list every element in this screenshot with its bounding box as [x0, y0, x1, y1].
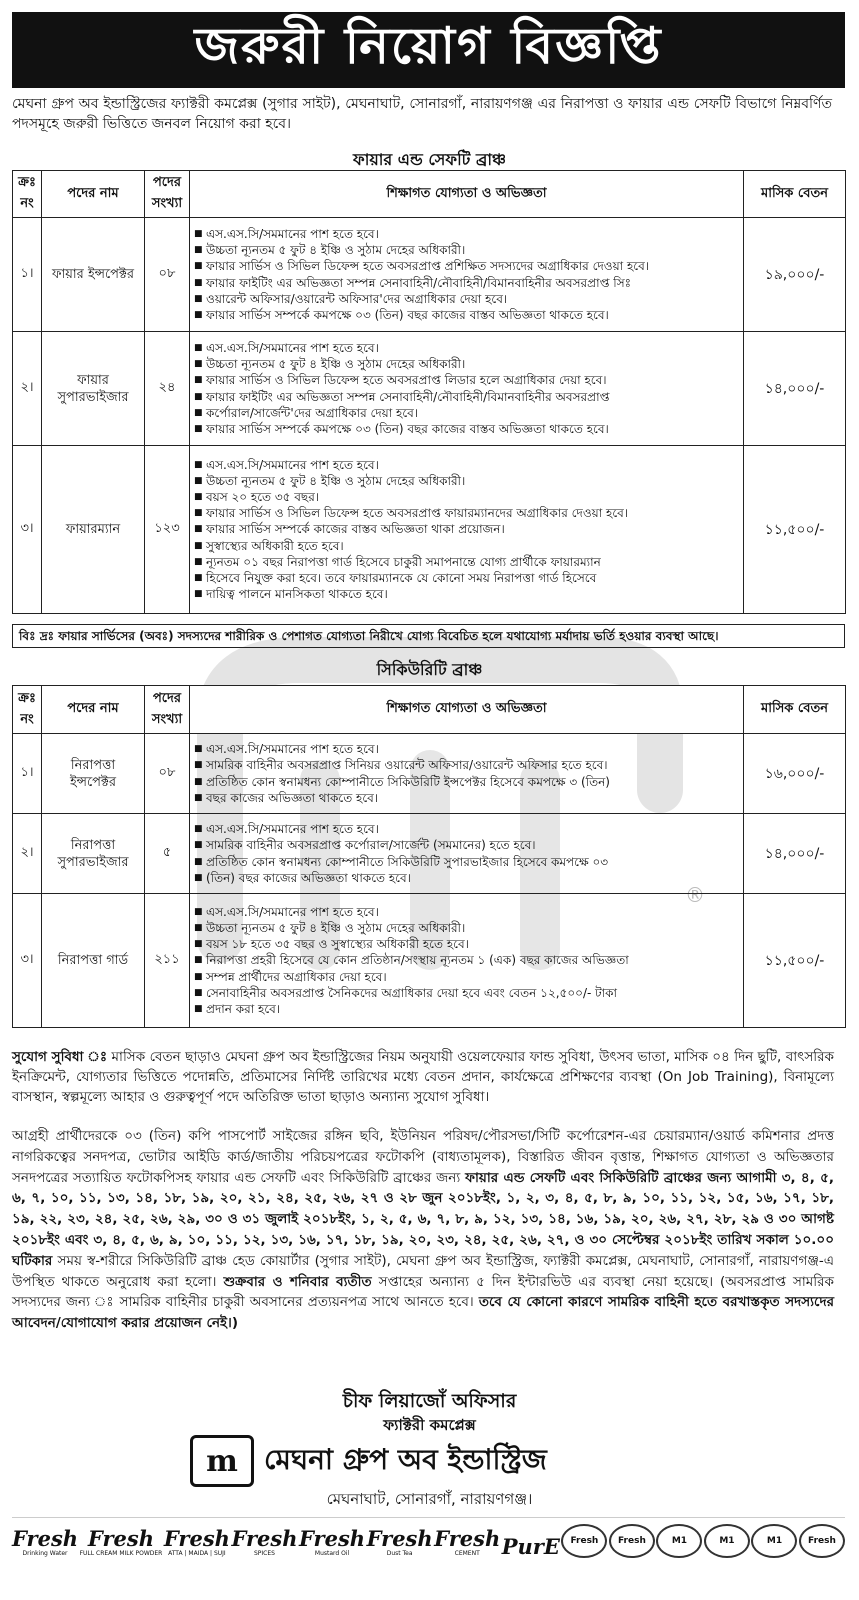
post-cell: ফায়ার ইন্সপেক্টর — [42, 218, 145, 332]
col-serial: ক্রঃ নং — [13, 686, 42, 734]
salary-cell: ১৬,০০০/- — [744, 734, 846, 814]
list-item: ■ এস.এস.সি/সমমানের পাশ হতে হবে। — [194, 457, 739, 473]
officer-title: চীফ লিয়াজোঁ অফিসার — [342, 1390, 517, 1412]
salary-cell: ১৪,০০০/- — [744, 332, 846, 446]
security-branch-title: সিকিউরিটি ব্রাঞ্চ — [376, 660, 483, 679]
list-item: ■ সেনাবাহিনীর অবসরপ্রাপ্ত সৈনিকদের অগ্রাধিকার দেয়া হবে এবং বেতন ১২,৫০০/- টাকা — [194, 985, 739, 1001]
page-title: জরুরী নিয়োগ বিজ্ঞপ্তি — [194, 15, 663, 75]
salary-cell: ১১,৫০০/- — [744, 894, 846, 1028]
list-item: ■ ফায়ার সার্ভিস ও সিভিল ডিফেন্স হতে অবসরপ্রাপ্ত লিডার হলে অগ্রাধিকার দেয়া হবে। — [194, 372, 739, 388]
requirements-cell — [190, 446, 744, 614]
list-item: ■ হিসেবে নিযুক্ত করা হবে। তবে ফায়ারম্যানকে যে কোনো সময় নিরাপত্তা গার্ড হিসেবে — [194, 570, 739, 586]
serial-cell: ২। — [13, 814, 42, 894]
col-count: পদের সংখ্যা — [145, 171, 190, 218]
list-item: ■ ফায়ার ফাইটিং এর অভিজ্ঞতা সম্পন্ন সেনাবাহিনী/নৌবাহিনী/বিমানবাহিনীর অবসরপ্রাপ্ত সিঃ — [194, 275, 739, 291]
list-item: ■ সামরিক বাহিনীর অবসরপ্রাপ্ত কর্পোরাল/সার্জেন্ট (সমমানের) হতে হবে। — [194, 837, 739, 853]
post-cell: নিরাপত্তা গার্ড — [42, 894, 145, 1028]
brand-badge-icon: M1 — [704, 1524, 750, 1558]
brand-logo-strip — [12, 1517, 845, 1558]
fire-branch-table — [12, 170, 846, 614]
table-row — [13, 218, 846, 332]
company-address: মেঘনাঘাট, সোনারগাঁ, নারায়ণগঞ্জ। — [326, 1490, 533, 1508]
brand-name: Fresh — [12, 1526, 79, 1551]
list-item: ■ প্রদান করা হবে। — [194, 1001, 739, 1017]
table-header-row — [13, 171, 846, 218]
benefits-paragraph — [12, 1047, 834, 1107]
serial-cell: ৩। — [13, 894, 42, 1028]
serial-cell: ১। — [13, 734, 42, 814]
list-item: ■ উচ্চতা ন্যূনতম ৫ ফুট ৪ ইঞ্চি ও সুঠাম দেহের অধিকারী। — [194, 356, 739, 372]
brand-sub: Dust Tea — [386, 1550, 413, 1557]
benefits-text: মাসিক বেতন ছাড়াও মেঘনা গ্রুপ অব ইন্ডাস্ট্রিজের নিয়ম অনুযায়ী ওয়েলফেয়ার ফান্ড সুবিধা, উৎসব ভাতা, মাসিক ০৪ দিন ছুটি, বাৎসরিক ইনক্রিমেন্ট, যোগ্যতার ভিত্তিতে পদোন্নতি, প্রতিমাসের নির্দিষ্ট তারিখের মধ্যে বেতন প্রদান, কার্যক্ষেত্রে প্রশিক্ষণের ব্যবস্থা (On Job Training), বিনামূল্যে বাসস্থান, স্বল্পমূল্যে আহার ও গুরুত্বপূর্ণ পদে অতিরিক্ত ভাতা ছাড়াও অন্যান্য সুযোগ সুবিধা। — [12, 1049, 834, 1105]
list-item: ■ সম্পন্ন প্রার্থীদের অগ্রাধিকার দেয়া হবে। — [194, 969, 739, 985]
brand-badge-icon: M1 — [751, 1524, 797, 1558]
list-item: ■ দায়িত্ব পালনে মানসিকতা থাকতে হবে। — [194, 586, 739, 602]
list-item: ■ ফায়ার ফাইটিং এর অভিজ্ঞতা সম্পন্ন সেনাবাহিনী/নৌবাহিনী/বিমানবাহিনীর অবসরপ্রাপ্ত — [194, 389, 739, 405]
requirements-cell — [190, 814, 744, 894]
col-post: পদের নাম — [42, 686, 145, 734]
list-item: ■ এস.এস.সি/সমমানের পাশ হতে হবে। — [194, 226, 739, 242]
meghna-logo-icon: m — [190, 1435, 254, 1487]
list-item: ■ প্রতিষ্ঠিত কোন স্বনামধন্য কোম্পানীতে সিকিউরিটি সুপারভাইজার হিসেবে কমপক্ষে ০৩ — [194, 854, 739, 870]
col-requirements: শিক্ষাগত যোগ্যতা ও অভিজ্ঞতা — [190, 686, 744, 734]
brand-logo — [164, 1528, 230, 1558]
application-paragraph — [12, 1126, 834, 1334]
count-cell: ২১১ — [145, 894, 190, 1028]
application-text-1: আগ্রহী প্রার্থীদেরকে ০৩ (তিন) কপি পাসপোর্ট সাইজের রঙ্গিন ছবি, ইউনিয়ন পরিষদ/পৌরসভা/সিটি কর্পোরেশন-এর চেয়ারম্যান/ওয়ার্ড কমিশনার প্রদত্ত নাগরিকত্বের সনদপত্র, ভোটার আইডি কার্ড/জাতীয় পরিচয়পত্রের ফটোকপি (বাধ্যতামূলক), বিস্তারিত জীবন বৃত্তান্ত, শিক্ষাগত যোগ্যতা ও অভিজ্ঞতার সনদপত্রের সত্যায়িত ফটোকপিসহ ফায়ার এন্ড সেফটি এবং সিকিউরিটি ব্রাঞ্চের জন্য — [12, 1128, 834, 1186]
salary-cell: ১১,৫০০/- — [744, 446, 846, 614]
brand-sub: SPICES — [253, 1550, 275, 1557]
list-item: ■ বয়স ২০ হতে ৩৫ বছর। — [194, 489, 739, 505]
count-cell: ০৮ — [145, 734, 190, 814]
list-item: ■ এস.এস.সি/সমমানের পাশ হতে হবে। — [194, 904, 739, 920]
brand-logo — [299, 1528, 365, 1558]
brand-badge-icon: M1 — [656, 1524, 702, 1558]
brand-sub: CEMENT — [454, 1550, 480, 1557]
count-cell: ২৪ — [145, 332, 190, 446]
count-cell: ০৮ — [145, 218, 190, 332]
brand-name: Fresh — [434, 1526, 501, 1551]
brand-name: PurE — [501, 1534, 560, 1559]
post-cell: ফায়ারম্যান — [42, 446, 145, 614]
requirements-cell — [190, 734, 744, 814]
table-row — [13, 894, 846, 1028]
interview-dates: ফায়ার এন্ড সেফটি এবং সিকিউরিটি ব্রাঞ্চের জন্য আগামী ৩, ৪, ৫, ৬, ৭, ১০, ১১, ১৩, ১৪, ১৮, ১৯, ২০, ২১, ২৪, ২৫, ২৬, ২৭ ও ২৮ জুন ২০১৮ইং, ১, ২, ৩, ৪, ৫, ৮, ৯, ১০, ১১, ১২, ১৫, ১৬, ১৭, ১৮, ১৯, ২২, ২৩, ২৪, ২৫, ২৬, ২৯, ৩০ ও ৩১ জুলাই ২০১৮ইং, ১, ২, ৫, ৬, ৭, ৮, ৯, ১২, ১৩, ১৪, ১৬, ১৯, ২০, ২৬, ২৭, ২৮, ২৯ ও ৩০ আগষ্ট ২০১৮ইং এবং ৩, ৪, ৫, ৬, ৯, ১০, ১১, ১২, ১৩, ১৬, ১৭, ১৮, ১৯, ২০, ২৩, ২৪, ২৫, ২৬, ২৭, ও ৩০ সেপ্টেম্বর ২০১৮ইং তারিখ সকাল ১০.০০ ঘটিকার — [12, 1169, 834, 1269]
brand-sub: ATTA | MAIDA | SUJI — [168, 1550, 226, 1557]
company-logo-row — [190, 1436, 547, 1486]
list-item: ■ বয়স ১৮ হতে ৩৫ বছর ও সুস্বাস্থ্যের অধিকারী হতে হবে। — [194, 936, 739, 952]
list-item: ■ ফায়ার সার্ভিস ও সিভিল ডিফেন্স হতে অবসরপ্রাপ্ত ফায়ারম্যানদের অগ্রাধিকার দেওয়া হবে। — [194, 505, 739, 521]
post-cell: নিরাপত্তা ইন্সপেক্টর — [42, 734, 145, 814]
brand-badge-icon: Fresh — [799, 1524, 845, 1558]
col-count: পদের সংখ্যা — [145, 686, 190, 734]
title-banner — [12, 12, 845, 88]
application-text-2: সময় স্ব-শরীরে সিকিউরিটি ব্রাঞ্চ হেড কোয়ার্টার (সুগার সাইট), মেঘনা গ্রুপ অব ইন্ডাস্ট্রিজ, ফ্যাক্টরী কমপ্লেক্স, মেঘনাঘাট, সোনারগাঁ, নারায়ণগঞ্জ-এ উপস্থিত থাকতে অনুরোধ করা হলো। — [12, 1252, 834, 1290]
list-item: ■ এস.এস.সি/সমমানের পাশ হতে হবে। — [194, 821, 739, 837]
serial-cell: ২। — [13, 332, 42, 446]
list-item: ■ এস.এস.সি/সমমানের পাশ হতে হবে। — [194, 741, 739, 757]
list-item: ■ ফায়ার সার্ভিস ও সিভিল ডিফেন্স হতে অবসরপ্রাপ্ত প্রশিক্ষিত সদস্যদের অগ্রাধিকার দেওয়া হবে। — [194, 258, 739, 274]
brand-logo — [12, 1528, 78, 1558]
intro-paragraph: মেঘনা গ্রুপ অব ইন্ডাস্ট্রিজের ফ্যাক্টরী কমপ্লেক্স (সুগার সাইট), মেঘনাঘাট, সোনারগাঁ, নারায়ণগঞ্জ এর নিরাপত্তা ও ফায়ার এন্ড সেফটি বিভাগে নিম্নবর্ণিত পদসমূহে জরুরী ভিত্তিতে জনবল নিয়োগ করা হবে। — [12, 96, 832, 132]
company-name: মেঘনা গ্রুপ অব ইন্ডাস্ট্রিজ — [264, 1442, 547, 1476]
col-salary: মাসিক বেতন — [744, 171, 846, 218]
list-item: ■ নিরাপত্তা প্রহরী হিসেবে যে কোন প্রতিষ্ঠান/সংস্থায় ন্যূনতম ১ (এক) বছর কাজের অভিজ্ঞতা — [194, 952, 739, 968]
serial-cell: ১। — [13, 218, 42, 332]
table-row — [13, 734, 846, 814]
brand-logo — [434, 1528, 500, 1558]
list-item: ■ কর্পোরাল/সার্জেন্ট'দের অগ্রাধিকার দেয়া হবে। — [194, 405, 739, 421]
benefits-label: সুযোগ সুবিধা ঃ — [12, 1049, 108, 1065]
brand-sub: Mustard Oil — [314, 1550, 350, 1557]
col-serial: ক্রঃ নং — [13, 171, 42, 218]
list-item: ■ এস.এস.সি/সমমানের পাশ হতে হবে। — [194, 340, 739, 356]
requirements-cell — [190, 894, 744, 1028]
salary-cell: ১৪,০০০/- — [744, 814, 846, 894]
count-cell: ৫ — [145, 814, 190, 894]
brand-sub: Drinking Water — [22, 1550, 68, 1557]
brand-name: Fresh — [231, 1526, 298, 1551]
brand-name: Fresh — [299, 1526, 366, 1551]
col-salary: মাসিক বেতন — [744, 686, 846, 734]
table-row — [13, 332, 846, 446]
application-text-3: সপ্তাহের অন্যান্য ৫ দিন ইন্টারভিউ এর ব্যবস্থা নেয়া হয়েছে। (অবসরপ্রাপ্ত সামরিক সদস্যদের জন্য ঃ সামরিক বাহিনীর চাকুরী অবসানের প্রত্যয়নপত্র সাথে আনতে হবে। — [12, 1273, 835, 1311]
col-post: পদের নাম — [42, 171, 145, 218]
list-item: ■ সামরিক বাহিনীর অবসরপ্রাপ্ত সিনিয়র ওয়ারেন্ট অফিসার/ওয়ারেন্ট অফিসার হতে হবে। — [194, 757, 739, 773]
brand-logo — [367, 1528, 433, 1558]
registered-mark: ® — [685, 883, 705, 907]
brand-badge-icon: Fresh — [609, 1524, 655, 1558]
post-cell: নিরাপত্তা সুপারভাইজার — [42, 814, 145, 894]
col-requirements: শিক্ষাগত যোগ্যতা ও অভিজ্ঞতা — [190, 171, 744, 218]
list-item: ■ উচ্চতা ন্যূনতম ৫ ফুট ৪ ইঞ্চি ও সুঠাম দেহের অধিকারী। — [194, 920, 739, 936]
brand-badge-icon: Fresh — [561, 1524, 607, 1558]
post-cell: ফায়ার সুপারভাইজার — [42, 332, 145, 446]
table-row — [13, 446, 846, 614]
list-item: ■ ফায়ার সার্ভিস সম্পর্কে কমপক্ষে ০৩ (তিন) বছর কাজের বাস্তব অভিজ্ঞতা থাকতে হবে। — [194, 307, 739, 323]
dismissed-notice: তবে যে কোনো কারণে সামরিক বাহিনী হতে বরখাস্তকৃত সদস্যদের আবেদন/যোগাযোগ করার প্রয়োজন নেই।) — [12, 1294, 834, 1332]
list-item: ■ ওয়ারেন্ট অফিসার/ওয়ারেন্ট অফিসার'দের অগ্রাধিকার দেয়া হবে। — [194, 291, 739, 307]
fire-branch-title: ফায়ার এন্ড সেফটি ব্রাঞ্চ — [353, 150, 506, 169]
list-item: ■ ফায়ার সার্ভিস সম্পর্কে কমপক্ষে ০৩ (তিন) বছর কাজের বাস্তব অভিজ্ঞতা থাকতে হবে। — [194, 421, 739, 437]
list-item: ■ সুস্বাস্থ্যের অধিকারী হতে হবে। — [194, 538, 739, 554]
count-cell: ১২৩ — [145, 446, 190, 614]
requirements-cell — [190, 218, 744, 332]
fire-branch-note: বিঃ দ্রঃ ফায়ার সার্ভিসের (অবঃ) সদস্যদের শারীরিক ও পেশাগত যোগ্যতা নিরীখে যোগ্য বিবেচিত হলে যথাযোগ্য মর্যাদায় ভর্তি হওয়ার ব্যবস্থা আছে। — [12, 624, 845, 648]
excluded-days: শুক্রবার ও শনিবার ব্যতীত — [223, 1273, 372, 1290]
brand-logo — [80, 1528, 163, 1558]
brand-name: Fresh — [163, 1526, 230, 1551]
brand-logo — [231, 1528, 297, 1558]
brand-logo — [502, 1536, 560, 1558]
table-header-row — [13, 686, 846, 734]
brand-name: Fresh — [366, 1526, 433, 1551]
salary-cell: ১৯,০০০/- — [744, 218, 846, 332]
list-item: ■ (তিন) বছর কাজের অভিজ্ঞতা থাকতে হবে। — [194, 870, 739, 886]
table-row — [13, 814, 846, 894]
list-item: ■ প্রতিষ্ঠিত কোন স্বনামধন্য কোম্পানীতে সিকিউরিটি ইন্সপেক্টর হিসেবে কমপক্ষে ৩ (তিন) — [194, 774, 739, 790]
list-item: ■ উচ্চতা ন্যূনতম ৫ ফুট ৪ ইঞ্চি ও সুঠাম দেহের অধিকারী। — [194, 242, 739, 258]
requirements-cell — [190, 332, 744, 446]
brand-sub: FULL CREAM MILK POWDER — [79, 1550, 163, 1557]
security-branch-table — [12, 685, 846, 1028]
list-item: ■ ফায়ার সার্ভিস সম্পর্কে কাজের বাস্তব অভিজ্ঞতা থাকা প্রয়োজন। — [194, 521, 739, 537]
list-item: ■ উচ্চতা ন্যূনতম ৫ ফুট ৪ ইঞ্চি ও সুঠাম দেহের অধিকারী। — [194, 473, 739, 489]
list-item: ■ বছর কাজের অভিজ্ঞতা থাকতে হবে। — [194, 790, 739, 806]
brand-name: Fresh — [87, 1526, 154, 1551]
serial-cell: ৩। — [13, 446, 42, 614]
unit-name: ফ্যাক্টরী কমপ্লেক্স — [383, 1416, 476, 1434]
list-item: ■ ন্যূনতম ০১ বছর নিরাপত্তা গার্ড হিসেবে চাকুরী সমাপনান্তে যোগ্য প্রার্থীকে ফায়ারম্যান — [194, 554, 739, 570]
